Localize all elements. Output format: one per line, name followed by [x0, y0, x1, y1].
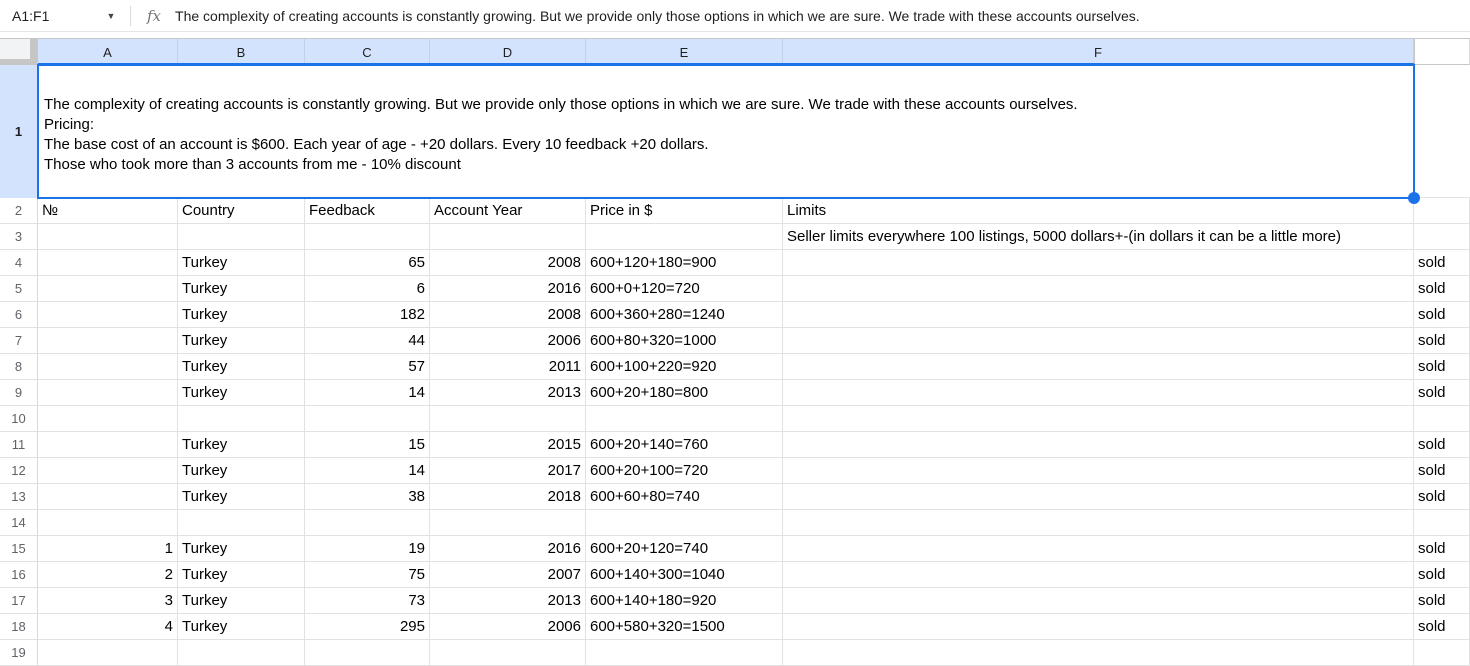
cell-E9[interactable]: 600+20+180=800 [586, 380, 783, 406]
cell-C9[interactable]: 14 [305, 380, 430, 406]
cell-E15[interactable]: 600+20+120=740 [586, 536, 783, 562]
sheet-row-9 [0, 380, 1470, 406]
cell-B5[interactable]: Turkey [178, 276, 305, 302]
cell-A15[interactable]: 1 [38, 536, 178, 562]
cell-A1-merged[interactable] [38, 65, 1414, 198]
cell-E6[interactable]: 600+360+280=1240 [586, 302, 783, 328]
cell-E3[interactable] [586, 224, 783, 250]
a1-line-4: Those who took more than 3 accounts from me - 10% discount [44, 156, 461, 173]
cell-F7[interactable] [783, 328, 1414, 354]
cell-G6[interactable]: sold [1414, 302, 1470, 328]
cell-G16[interactable]: sold [1414, 562, 1470, 588]
cell-F12[interactable] [783, 458, 1414, 484]
cell-D3[interactable] [430, 224, 586, 250]
cell-E17[interactable]: 600+140+180=920 [586, 588, 783, 614]
cell-G18[interactable]: sold [1414, 614, 1470, 640]
cell-D7[interactable]: 2006 [430, 328, 586, 354]
cell-B14[interactable] [178, 510, 305, 536]
row-header-15[interactable]: 15 [0, 536, 38, 562]
a1-line-2: Pricing: [44, 116, 95, 133]
cell-A2[interactable]: № [38, 198, 178, 224]
cell-C12[interactable]: 14 [305, 458, 430, 484]
cell-G5[interactable]: sold [1414, 276, 1470, 302]
row-header-7[interactable]: 7 [0, 328, 38, 354]
formula-bar [0, 0, 1470, 32]
cell-A4[interactable] [38, 250, 178, 276]
cell-F2[interactable]: Limits [783, 198, 1414, 224]
cell-B16[interactable]: Turkey [178, 562, 305, 588]
cell-E5[interactable]: 600+0+120=720 [586, 276, 783, 302]
row-header-8[interactable]: 8 [0, 354, 38, 380]
cell-G11[interactable]: sold [1414, 432, 1470, 458]
cell-C15[interactable]: 19 [305, 536, 430, 562]
cell-D4[interactable]: 2008 [430, 250, 586, 276]
cell-B7[interactable]: Turkey [178, 328, 305, 354]
a1-line-3: The base cost of an account is $600. Each year of age - +20 dollars. Every 10 feedback +20 dollars. [44, 136, 709, 153]
cell-A8[interactable] [38, 354, 178, 380]
row-header-11[interactable]: 11 [0, 432, 38, 458]
cell-D2[interactable]: Account Year [430, 198, 586, 224]
column-header-f[interactable]: F [783, 39, 1414, 65]
sheet-row-14 [0, 510, 1470, 536]
cell-D16[interactable]: 2007 [430, 562, 586, 588]
cell-F18[interactable] [783, 614, 1414, 640]
cell-A13[interactable] [38, 484, 178, 510]
grid-rows [0, 198, 1470, 666]
cell-C5[interactable]: 6 [305, 276, 430, 302]
cell-D8[interactable]: 2011 [430, 354, 586, 380]
cell-F14[interactable] [783, 510, 1414, 536]
formula-bar-divider [130, 6, 131, 26]
cell-C2[interactable]: Feedback [305, 198, 430, 224]
sheet-row-6 [0, 302, 1470, 328]
cell-B15[interactable]: Turkey [178, 536, 305, 562]
cell-F3[interactable]: Seller limits everywhere 100 listings, 5000 dollars+-(in dollars it can be a little more) [783, 224, 1414, 250]
sheet-row-18 [0, 614, 1470, 640]
cell-F5[interactable] [783, 276, 1414, 302]
cell-B9[interactable]: Turkey [178, 380, 305, 406]
cell-F9[interactable] [783, 380, 1414, 406]
cell-G3[interactable] [1414, 224, 1470, 250]
cell-B13[interactable]: Turkey [178, 484, 305, 510]
sheet-row-12 [0, 458, 1470, 484]
cell-A6[interactable] [38, 302, 178, 328]
cell-G8[interactable]: sold [1414, 354, 1470, 380]
formula-input[interactable]: The complexity of creating accounts is constantly growing. But we provide only those options in which we are sure. We trade with these accounts ourselves. [175, 7, 1140, 24]
cell-A12[interactable] [38, 458, 178, 484]
sheet-row-19 [0, 640, 1470, 666]
cell-E19[interactable] [586, 640, 783, 666]
cell-B3[interactable] [178, 224, 305, 250]
fill-handle[interactable] [1408, 192, 1420, 204]
a1-line-1: The complexity of creating accounts is constantly growing. But we provide only those options in which we are sure. We trade with these accounts ourselves. [44, 96, 1078, 113]
cell-F15[interactable] [783, 536, 1414, 562]
cell-G14[interactable] [1414, 510, 1470, 536]
cell-F4[interactable] [783, 250, 1414, 276]
cell-C19[interactable] [305, 640, 430, 666]
cell-C10[interactable] [305, 406, 430, 432]
cell-G1[interactable] [1414, 65, 1470, 198]
sheet-row-15 [0, 536, 1470, 562]
row-header-5[interactable]: 5 [0, 276, 38, 302]
cell-A9[interactable] [38, 380, 178, 406]
cell-E12[interactable]: 600+20+100=720 [586, 458, 783, 484]
sheet-row-2 [0, 198, 1470, 224]
cell-E18[interactable]: 600+580+320=1500 [586, 614, 783, 640]
sheet-row-7 [0, 328, 1470, 354]
row-header-13[interactable]: 13 [0, 484, 38, 510]
column-header-e[interactable]: E [586, 39, 783, 65]
sheet-row-5 [0, 276, 1470, 302]
cell-E10[interactable] [586, 406, 783, 432]
cell-G19[interactable] [1414, 640, 1470, 666]
cell-G10[interactable] [1414, 406, 1470, 432]
cell-G9[interactable]: sold [1414, 380, 1470, 406]
sheet-row-16 [0, 562, 1470, 588]
cell-G4[interactable]: sold [1414, 250, 1470, 276]
column-header-c[interactable]: C [305, 39, 430, 65]
cell-C7[interactable]: 44 [305, 328, 430, 354]
cell-B6[interactable]: Turkey [178, 302, 305, 328]
cell-D12[interactable]: 2017 [430, 458, 586, 484]
cell-B4[interactable]: Turkey [178, 250, 305, 276]
cell-C8[interactable]: 57 [305, 354, 430, 380]
cell-C11[interactable]: 15 [305, 432, 430, 458]
cell-G7[interactable]: sold [1414, 328, 1470, 354]
cell-A18[interactable]: 4 [38, 614, 178, 640]
cell-E13[interactable]: 600+60+80=740 [586, 484, 783, 510]
column-header-d[interactable]: D [430, 39, 586, 65]
cell-D15[interactable]: 2016 [430, 536, 586, 562]
cell-A17[interactable]: 3 [38, 588, 178, 614]
row-header-3[interactable]: 3 [0, 224, 38, 250]
select-all-corner[interactable] [0, 39, 38, 65]
selected-columns-indicator [38, 63, 1414, 65]
cell-B10[interactable] [178, 406, 305, 432]
cell-C13[interactable]: 38 [305, 484, 430, 510]
cell-A10[interactable] [38, 406, 178, 432]
sheet-row-1 [0, 65, 1470, 198]
cell-E14[interactable] [586, 510, 783, 536]
cell-F13[interactable] [783, 484, 1414, 510]
cell-C14[interactable] [305, 510, 430, 536]
sheet-grid [0, 65, 1470, 660]
cell-B8[interactable]: Turkey [178, 354, 305, 380]
cell-F19[interactable] [783, 640, 1414, 666]
cell-E11[interactable]: 600+20+140=760 [586, 432, 783, 458]
row-header-19[interactable]: 19 [0, 640, 38, 666]
cell-G12[interactable]: sold [1414, 458, 1470, 484]
cell-D10[interactable] [430, 406, 586, 432]
cell-C18[interactable]: 295 [305, 614, 430, 640]
fx-icon: fx [147, 6, 162, 25]
sheet-row-3 [0, 224, 1470, 250]
cell-G17[interactable]: sold [1414, 588, 1470, 614]
cell-D11[interactable]: 2015 [430, 432, 586, 458]
cell-A16[interactable]: 2 [38, 562, 178, 588]
sheet-row-10 [0, 406, 1470, 432]
cell-B18[interactable]: Turkey [178, 614, 305, 640]
cell-A3[interactable] [38, 224, 178, 250]
cell-B19[interactable] [178, 640, 305, 666]
sheet-row-11 [0, 432, 1470, 458]
row-header-18[interactable]: 18 [0, 614, 38, 640]
cell-C4[interactable]: 65 [305, 250, 430, 276]
cell-E2[interactable]: Price in $ [586, 198, 783, 224]
row-header-6[interactable]: 6 [0, 302, 38, 328]
cell-E4[interactable]: 600+120+180=900 [586, 250, 783, 276]
name-box[interactable]: A1:F1 [12, 7, 50, 24]
cell-D9[interactable]: 2013 [430, 380, 586, 406]
column-header-b[interactable]: B [178, 39, 305, 65]
row-header-14[interactable]: 14 [0, 510, 38, 536]
cell-C6[interactable]: 182 [305, 302, 430, 328]
cell-B12[interactable]: Turkey [178, 458, 305, 484]
cell-D14[interactable] [430, 510, 586, 536]
cell-E7[interactable]: 600+80+320=1000 [586, 328, 783, 354]
cell-D13[interactable]: 2018 [430, 484, 586, 510]
cell-D18[interactable]: 2006 [430, 614, 586, 640]
cell-E16[interactable]: 600+140+300=1040 [586, 562, 783, 588]
row-header-2[interactable]: 2 [0, 198, 38, 224]
cell-G2[interactable] [1414, 198, 1470, 224]
column-header-row [0, 38, 1470, 65]
cell-A7[interactable] [38, 328, 178, 354]
sheet-row-17 [0, 588, 1470, 614]
cell-A19[interactable] [38, 640, 178, 666]
cell-C3[interactable] [305, 224, 430, 250]
cell-C17[interactable]: 73 [305, 588, 430, 614]
cell-B2[interactable]: Country [178, 198, 305, 224]
cell-F16[interactable] [783, 562, 1414, 588]
cell-A14[interactable] [38, 510, 178, 536]
sheet-row-13 [0, 484, 1470, 510]
cell-D5[interactable]: 2016 [430, 276, 586, 302]
row-header-1[interactable]: 1 [0, 65, 38, 198]
cell-D6[interactable]: 2008 [430, 302, 586, 328]
cell-E8[interactable]: 600+100+220=920 [586, 354, 783, 380]
cell-B17[interactable]: Turkey [178, 588, 305, 614]
cell-F10[interactable] [783, 406, 1414, 432]
cell-A5[interactable] [38, 276, 178, 302]
cell-G13[interactable]: sold [1414, 484, 1470, 510]
row-header-4[interactable]: 4 [0, 250, 38, 276]
row-header-9[interactable]: 9 [0, 380, 38, 406]
sheet-row-8 [0, 354, 1470, 380]
cell-G15[interactable]: sold [1414, 536, 1470, 562]
cell-D17[interactable]: 2013 [430, 588, 586, 614]
cell-F6[interactable] [783, 302, 1414, 328]
sheet-row-4 [0, 250, 1470, 276]
cell-F8[interactable] [783, 354, 1414, 380]
cell-D19[interactable] [430, 640, 586, 666]
row-header-12[interactable]: 12 [0, 458, 38, 484]
row-header-10[interactable]: 10 [0, 406, 38, 432]
row-header-17[interactable]: 17 [0, 588, 38, 614]
cell-F11[interactable] [783, 432, 1414, 458]
cell-B11[interactable]: Turkey [178, 432, 305, 458]
row-header-16[interactable]: 16 [0, 562, 38, 588]
column-header-g[interactable] [1414, 39, 1470, 65]
name-box-dropdown-icon[interactable]: ▼ [106, 10, 116, 21]
cell-C16[interactable]: 75 [305, 562, 430, 588]
cell-A11[interactable] [38, 432, 178, 458]
column-header-a[interactable]: A [38, 39, 178, 65]
cell-F17[interactable] [783, 588, 1414, 614]
